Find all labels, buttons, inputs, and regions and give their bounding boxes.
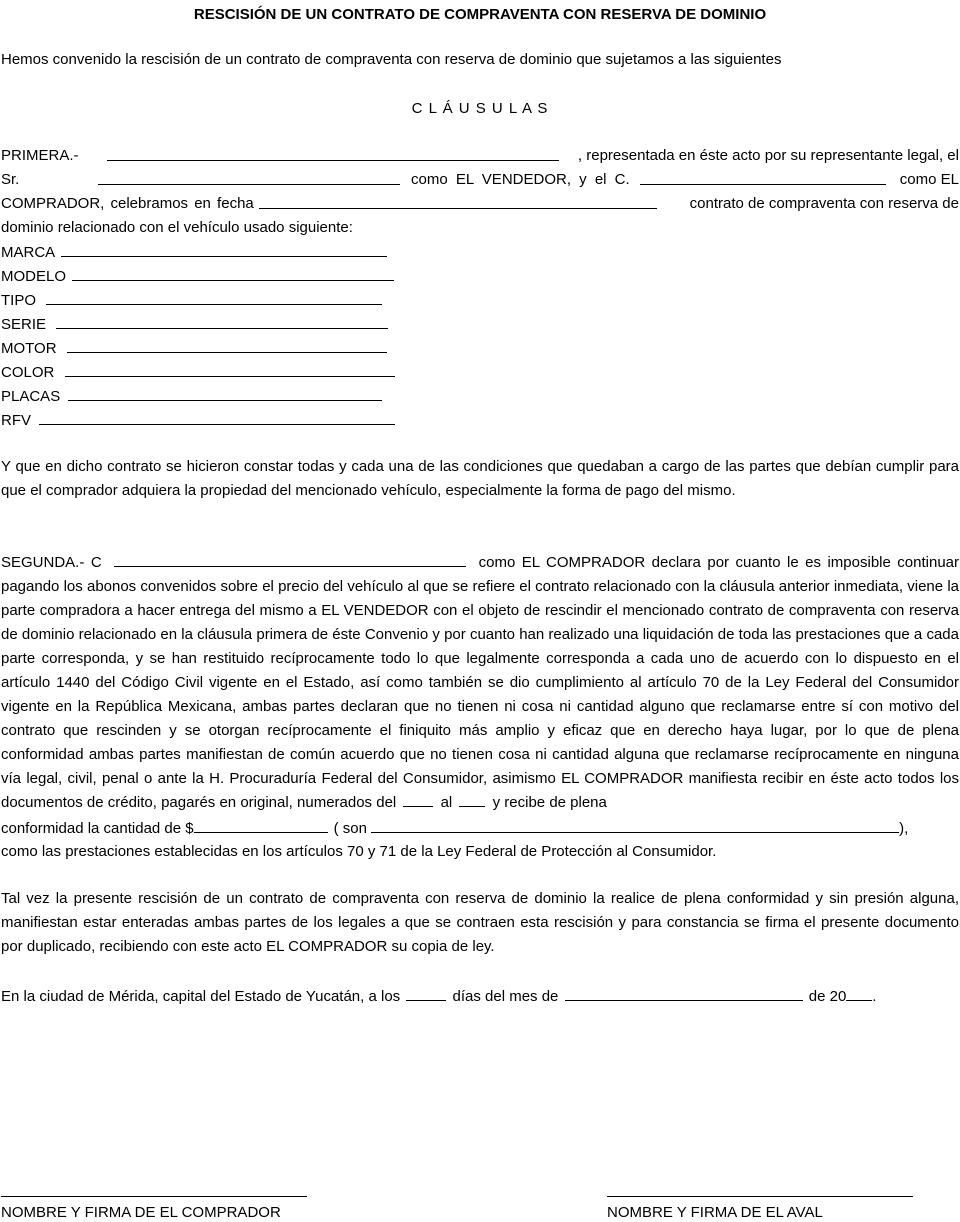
cantidad-letra-blank[interactable]	[371, 819, 899, 833]
comprador-signature-line[interactable]	[1, 1196, 307, 1197]
prestaciones-line: como las prestaciones establecidas en los artículos 70 y 71 de la Ley Federal de Protección al Consumidor.	[1, 843, 717, 860]
comprador-signature-label: NOMBRE Y FIRMA DE EL COMPRADOR	[1, 1204, 281, 1221]
year-blank[interactable]	[846, 987, 872, 1001]
pagare-hasta-blank[interactable]	[459, 793, 485, 807]
date-line	[1, 987, 876, 1006]
field-motor	[1, 339, 387, 358]
aval-signature-line[interactable]	[607, 1196, 913, 1197]
field-rfv	[1, 411, 395, 430]
conformidad-line	[1, 819, 908, 838]
segunda-comprador-blank[interactable]	[114, 553, 466, 567]
closing-paragraph: Tal vez la presente rescisión de un contrato de compraventa con reserva de dominio la realice de plena conformidad y sin presión alguna, manifiestan estar enteradas ambas partes de los legales a que se contraen esta rescisión y para constancia se firma el presente documento por duplicado, recibiendo con este acto EL COMPRADOR su copia de ley.	[1, 890, 959, 955]
field-tipo	[1, 291, 382, 310]
field-color	[1, 363, 395, 382]
rfv-blank[interactable]	[39, 411, 395, 425]
clausulas-heading: C L Á U S U L A S	[411, 100, 549, 117]
primera-label: PRIMERA.-	[1, 147, 79, 164]
placas-label: PLACAS	[1, 388, 61, 405]
segunda-label: SEGUNDA.- C	[1, 554, 102, 571]
color-blank[interactable]	[65, 363, 395, 377]
segunda-body: como EL COMPRADOR declara por cuanto le es imposible continuar pagando los abonos convenidos sobre el precio del vehículo al que se refiere el contrato relacionado con la cláusula anterior inmediata, viene la parte compradora a hacer entrega del mismo a EL VENDEDOR con el objeto de rescindir el mencionado contrato de compraventa con reserva de dominio relacionado en la cláusula primera de éste Convenio y por cuanto han realizado una liquidación de toda las prestaciones que a cada parte corresponda, y se han restituido recíprocamente todo lo que legalmente corresponda a cada uno de acuerdo con lo dispuesto en el artículo 1440 del Código Civil vigente en el Estado, así como también se dio cumplimiento al artículo 70 de la Ley Federal del Consumidor vigente en la República Mexicana, ambas partes declaran que no tienen ni cosa ni cantidad alguno que reclamarse entre sí con motivo del contrato que rescinden y se otorgan recíprocamente el finiquito más amplio y eficaz que en derecho haya lugar, por lo que de plena conformidad ambas partes manifiestan de común acuerdo que no tienen cosa ni cantidad alguna que reclamarse recíprocamente en ninguna vía legal, civil, penal o ante la H. Procuraduría Federal del Consumidor, asimismo EL COMPRADOR manifiesta recibir en éste acto todos los documentos de crédito, pagarés en original, numerados del	[1, 554, 960, 811]
serie-label: SERIE	[1, 316, 47, 333]
comprador-name-blank[interactable]	[640, 171, 886, 185]
serie-blank[interactable]	[56, 315, 388, 329]
marca-blank[interactable]	[61, 243, 387, 257]
segunda-paragraph	[1, 551, 959, 815]
field-modelo	[1, 267, 394, 286]
como-el: como EL	[899, 171, 959, 188]
aval-signature-label: NOMBRE Y FIRMA DE EL AVAL	[607, 1204, 823, 1221]
color-label: COLOR	[1, 364, 55, 381]
date-city: En la ciudad de Mérida, capital del Estado de Yucatán, a los	[1, 988, 401, 1005]
close-paren: ),	[899, 820, 909, 837]
condiciones-paragraph: Y que en dicho contrato se hicieron constar todas y cada una de las condiciones que quedaban a cargo de las partes que debían cumplir para que el comprador adquiera la propiedad del mencionado vehículo, especialmente la forma de pago del mismo.	[1, 458, 959, 499]
contrato-compraventa: contrato de compraventa con reserva de	[689, 195, 959, 212]
fecha-blank[interactable]	[259, 195, 657, 209]
field-placas	[1, 387, 382, 406]
field-serie	[1, 315, 388, 334]
marca-label: MARCA	[1, 244, 55, 261]
motor-blank[interactable]	[67, 339, 387, 353]
vendedor-company-blank[interactable]	[107, 147, 559, 161]
son-label: ( son	[333, 820, 367, 837]
placas-blank[interactable]	[68, 387, 382, 401]
date-mes: días del mes de	[452, 988, 559, 1005]
recibe-label: y recibe de plena	[492, 794, 607, 811]
al-label: al	[440, 794, 453, 811]
document-title: RESCISIÓN DE UN CONTRATO DE COMPRAVENTA CON RESERVA DE DOMINIO	[193, 6, 767, 23]
conformidad-label: conformidad la cantidad de $	[1, 820, 194, 837]
modelo-label: MODELO	[1, 268, 67, 285]
date-period: .	[872, 988, 877, 1005]
day-blank[interactable]	[406, 987, 446, 1001]
primera-representada: , representada en éste acto por su representante legal, el	[577, 147, 959, 164]
cantidad-blank[interactable]	[194, 819, 328, 833]
rfv-label: RFV	[1, 412, 31, 429]
como-vendedor: como EL VENDEDOR, y el C.	[411, 171, 630, 188]
date-year: de 20	[808, 988, 847, 1005]
sr-label: Sr.	[1, 171, 20, 188]
pagare-desde-blank[interactable]	[403, 793, 433, 807]
field-marca	[1, 243, 387, 262]
modelo-blank[interactable]	[72, 267, 394, 281]
tipo-label: TIPO	[1, 292, 37, 309]
intro-text: Hemos convenido la rescisión de un contrato de compraventa con reserva de dominio que sujetamos a las siguientes	[1, 51, 782, 68]
motor-label: MOTOR	[1, 340, 57, 357]
representante-blank[interactable]	[98, 171, 400, 185]
dominio-relacionado: dominio relacionado con el vehículo usado siguiente:	[1, 219, 353, 236]
comprador-celebramos: COMPRADOR, celebramos en fecha	[1, 195, 254, 212]
month-blank[interactable]	[565, 987, 803, 1001]
tipo-blank[interactable]	[46, 291, 382, 305]
